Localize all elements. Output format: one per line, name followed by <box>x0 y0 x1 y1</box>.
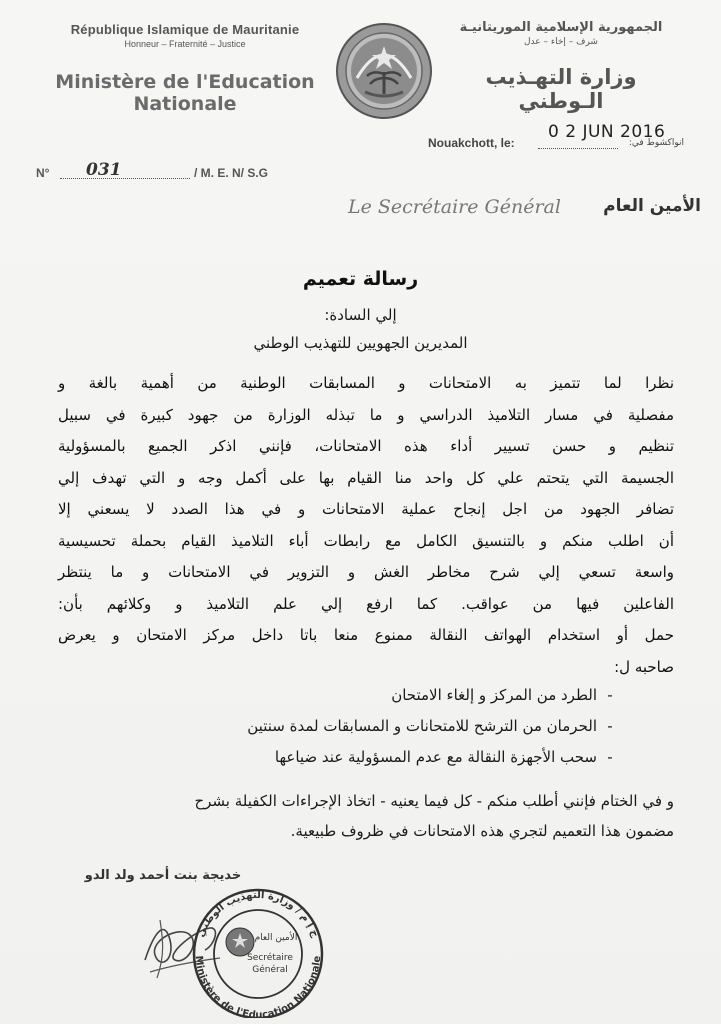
list-item <box>247 680 623 711</box>
reference-number <box>36 160 296 184</box>
country-name-ar: الجمهورية الإسلامية الموريتانيـة <box>459 20 663 35</box>
closing-line: مضمون هذا التعميم لتجري هذه الامتحانات في ظروف طبيعية. <box>290 822 674 840</box>
letter-closing <box>58 786 674 846</box>
addressee-intro: إلي السادة: <box>324 306 397 324</box>
list-item <box>247 742 623 773</box>
date-dotted-line <box>538 148 618 149</box>
penalty-text: الحرمان من الترشح للامتحانات و المسابقات لمدة سنتين <box>247 717 597 735</box>
list-item <box>247 711 623 742</box>
penalty-text: الطرد من المركز و إلغاء الامتحان <box>391 686 597 704</box>
date-label-ar: انواكشوط في: <box>628 138 684 148</box>
body-line: صاحبه ل: <box>614 657 674 676</box>
motto-fr: Honneur – Fraternité – Justice <box>124 39 246 49</box>
header-french <box>40 22 330 115</box>
body-line: حمل أو استخدام الهواتف النقالة ممنوع منعا باتا داخل مركز الامتحان و يعرض <box>58 626 674 644</box>
seal-center-ar: الأمين العام <box>254 933 298 943</box>
motto-ar: شرف – إخاء – عدل <box>524 37 598 47</box>
secretary-title-fr: Le Secrétaire Général <box>348 196 561 218</box>
seal-ring-text-fr: Ministère de l'Education Nationale <box>192 955 324 1018</box>
body-line: أن اطلب منكم و بالتنسيق الكامل مع رابطات أباء التلاميذ القيام بحملة تحسيسية <box>58 531 674 550</box>
penalties-list <box>247 680 623 773</box>
letter-title: رسالة تعميم <box>302 268 419 290</box>
body-line: مفصلية في مسار التلاميذ الدراسي و ما تبذله الوزارة من جهود كبيرة في سبيل <box>58 405 674 424</box>
ministry-name-fr <box>40 71 330 115</box>
date-line <box>426 122 684 152</box>
penalty-text: سحب الأجهزة النقالة مع عدم المسؤولية عند ضياعها <box>274 748 597 766</box>
country-name-fr: République Islamique de Mauritanie <box>70 22 300 37</box>
seal-center-fr-1: Secrétaire <box>247 953 293 963</box>
reference-dotted-line <box>60 178 190 179</box>
list-marker: - <box>607 686 613 704</box>
body-line: تنظيم و حسن تسيير أداء هذه الامتحانات، فإنني اذكر الجميع بالمسؤولية <box>58 437 674 455</box>
signer-name: خديجة بنت أحمد ولد الدو <box>84 868 242 883</box>
national-emblem-icon <box>335 22 433 120</box>
seal-center-fr-2: Général <box>252 965 288 975</box>
list-marker: - <box>607 748 613 766</box>
ministry-line-1: Ministère de l'Education <box>55 71 315 93</box>
official-seal <box>178 878 338 1018</box>
reference-prefix: N° <box>36 166 50 180</box>
date-label: Nouakchott, le: <box>428 136 515 150</box>
body-line: الفاعلين فيها من عواقب. كما ارفع إلي علم التلاميذ و وكلائهم بأن: <box>58 594 674 613</box>
header-arabic <box>446 20 676 113</box>
body-line: نظرا لما تتميز به الامتحانات و المسابقات الوطنية من أهمية بالغة و <box>58 374 674 392</box>
body-line: الجسيمة التي يتحتم علي كل واحد منا القيام بها على أكمل وجه و التي تهدف إلي <box>58 468 674 487</box>
secretary-title-ar: الأمين العام <box>603 196 701 216</box>
letter-body <box>58 368 674 683</box>
reference-suffix: / M. E. N/ S.G <box>194 166 269 180</box>
reference-value: 031 <box>86 160 122 180</box>
addressee: المديرين الجهويين للتهذيب الوطني <box>253 334 468 352</box>
closing-line: و في الختام فإنني أطلب منكم - كل فيما يعنيه - اتخاذ الإجراءات الكفيلة بشرح <box>194 792 674 810</box>
seal-ring-text-ar: ج إ م / وزارة التهذيب الوطني <box>195 889 321 939</box>
ministry-line-2: Nationale <box>133 93 237 115</box>
list-marker: - <box>607 717 613 735</box>
ministry-name-ar: وزارة التهـذيب الـوطني <box>485 65 637 113</box>
date-stamp: 0 2 JUN 2016 <box>548 122 666 142</box>
body-line: واسعة تسعي إلي شرح مخاطر الغش و التزوير في الامتحانات و ما ينتظر <box>58 563 674 581</box>
body-line: تضافر الجهود من اجل إنجاح عملية الامتحانات و في هذا الصدد لا يسعني إلا <box>58 500 674 518</box>
